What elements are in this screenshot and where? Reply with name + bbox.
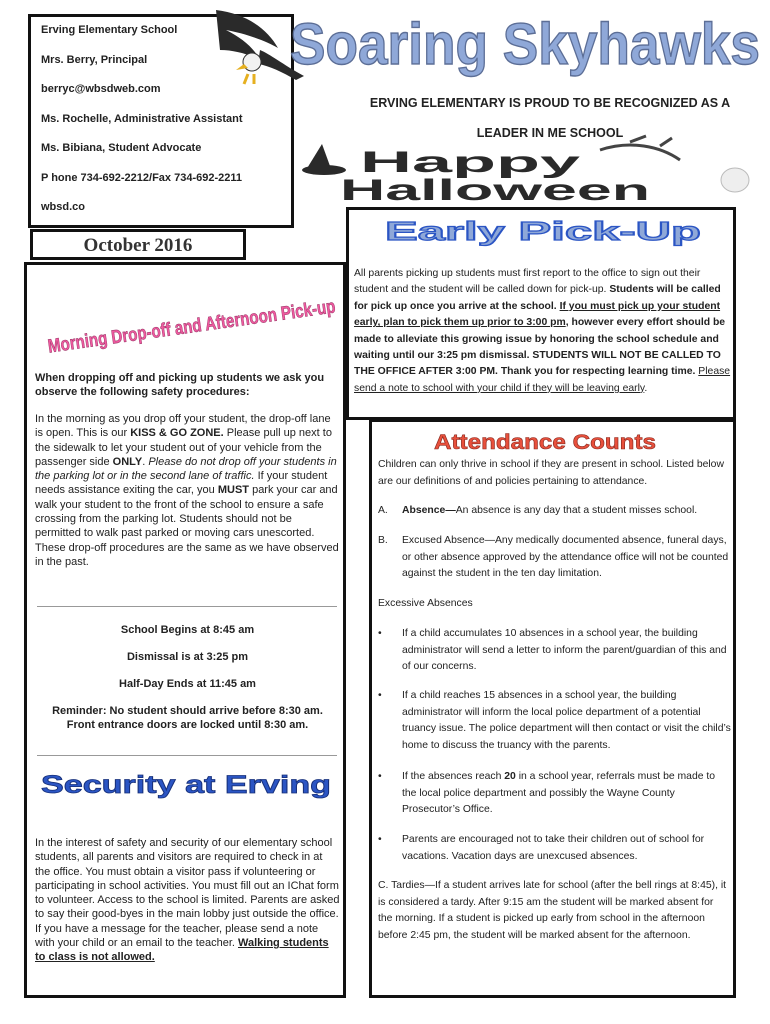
divider: [37, 755, 337, 756]
list-item: • If a child reaches 15 absences in a school year, the building administrator will inform the local police department of a potential truancy issue. The police department will then contact or visit the child’s home to discuss the truancy with the parents.: [378, 690, 731, 751]
recognition-banner: ERVING ELEMENTARY IS PROUD TO BE RECOGNIZED AS A LEADER IN ME SCHOOL: [369, 96, 731, 140]
month-label: October 2016: [83, 235, 193, 256]
early-pickup-box: [346, 207, 736, 420]
svg-text:Halloween: Halloween: [340, 174, 650, 207]
newsletter-title: [282, 6, 770, 88]
security-heading: [35, 761, 340, 805]
early-pickup-body: All parents picking up students must first report to the office to sign out their student and the student will be called down for pick-up. Students will be called for pick up once you arrive at the school. If you must pick up your student early, plan to pick them up prior to 3:00 pm, however every effort should be made to alleviate this growing issue by honoring the school schedule and waiting until our 3:25 pm dismissal. STUDENTS WILL NOT BE CALLED TO THE OFFICE AFTER 3:00 PM. Thank you for respecting learning time. Please send a note to school with your child if they will be leaving early.: [354, 268, 731, 394]
dropoff-heading: [35, 275, 410, 358]
school-name: Erving Elementary School: [41, 24, 178, 36]
half-day-time: Half-Day Ends at 11:45 am: [119, 678, 256, 690]
tree-branch-icon: [600, 136, 680, 160]
principal-name: Mrs. Berry, Principal: [41, 53, 148, 66]
svg-text:Security at Erving: Security at Erving: [41, 771, 331, 799]
left-column: [24, 262, 410, 998]
svg-text:Soaring Skyhawks: Soaring Skyhawks: [290, 12, 760, 77]
list-item: A. Absence—An absence is any day that a student misses school.: [378, 505, 698, 516]
svg-text:Early Pick-Up: Early Pick-Up: [385, 216, 701, 246]
dropoff-body: In the morning as you drop off your student, the drop-off lane is open. This is our KISS & GO ZONE. Please pull up next to the sidewalk to let your student out of your vehicle from the passenger side ONLY. Please do not drop off your students in the parking lot or in the second lane of traffic. If your student needs assistance exiting the car, you MUST park your car and walk your student to the front of the school to ensure a safe crossing from the parking lot. Students should not be permitted to walk past parked or moving cars unescorted. These drop-off procedures are the same as we have observed in the past.: [35, 413, 339, 568]
early-pickup-heading: [379, 212, 709, 246]
divider: [37, 606, 337, 607]
security-body: In the interest of safety and security of our elementary school students, all parents and visitors are required to check in at the office. You must obtain a visitor pass if volunteering or participating in school activities. You must fill out an IChat form to volunteer. Access to the school is limited. Parents are asked to say their good-byes in the main lobby just outside the office. If you have a message for the teacher, please send a note with your child or an email to the teacher. Walking students to class is not allowed.: [35, 837, 340, 964]
advocate-name: Ms. Bibiana, Student Advocate: [41, 142, 202, 154]
arrival-reminder: Reminder: No student should arrive before 8:30 am. Front entrance doors are locked until 8:30 am.: [52, 705, 323, 732]
ghost-icon: [721, 168, 749, 192]
phone-fax: P hone 734-692-2212/Fax 734-692-2211: [41, 171, 242, 184]
excessive-absences-label: Excessive Absences: [378, 598, 473, 609]
happy-halloween-graphic: [300, 140, 755, 207]
attendance-intro: Children can only thrive in school if they are present in school. Listed below are our definitions of and policies pertaining to attendance.: [378, 459, 724, 487]
tardies-text: C. Tardies—If a student arrives late for school (after the bell rings at 8:45), it is considered a tardy. After 9:15 am the student will be marked absent for the morning. If a student is picked up early from school in the afternoon before 2:45 pm, the student will be marked absent for the afternoon.: [378, 880, 727, 941]
dropoff-intro: When dropping off and picking up students we ask you observe the following safety procedures:: [35, 372, 325, 399]
svg-text:Happy: Happy: [360, 146, 581, 179]
list-item: B. Excused Absence—Any medically documented absence, funeral days, or other absence approved by the attendance office will not be counted against the student in the ten day limitation.: [378, 535, 729, 579]
month-box: [30, 229, 246, 260]
list-item: • If a child accumulates 10 absences in a school year, the building administrator will send a letter to inform the parent/guardian of this and of our concerns.: [378, 628, 727, 672]
attendance-box: [369, 419, 736, 998]
email-address: berryc@wbsdweb.com: [41, 83, 161, 95]
list-item: • If the absences reach 20 in a school year, referrals must be made to the local police department and possibly the Wayne County Prosecutor’s Office.: [378, 771, 716, 815]
dismissal-time: Dismissal is at 3:25 pm: [126, 651, 249, 663]
svg-text:Morning Drop-off and Afternoon: Morning Drop-off and Afternoon Pick-up: [46, 286, 410, 358]
assistant-name: Ms. Rochelle, Administrative Assistant: [41, 112, 243, 125]
list-item: • Parents are encouraged not to take their children out of school for vacations. Vacation days are unexcused absences.: [378, 834, 705, 862]
website: wbsd.co: [41, 201, 86, 213]
svg-text:Attendance Counts: Attendance Counts: [434, 431, 656, 454]
attendance-heading: [430, 424, 660, 456]
school-begins: School Begins at 8:45 am: [120, 624, 255, 636]
